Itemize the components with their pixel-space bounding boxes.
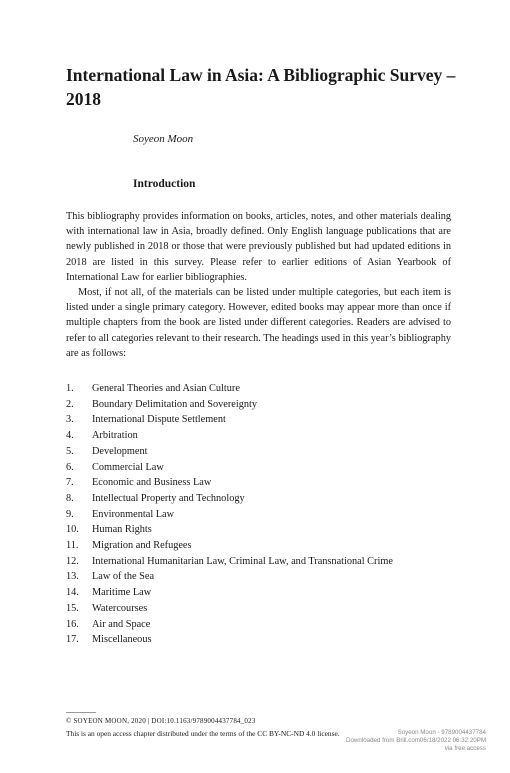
list-item-label: Economic and Business Law	[92, 477, 212, 489]
list-item	[66, 507, 466, 523]
list-item-label: Migration and Refugees	[92, 540, 192, 552]
list-item-number: 5.	[66, 445, 74, 457]
list-item	[66, 569, 466, 585]
list-item	[66, 475, 466, 491]
list-item-number: 9.	[66, 508, 74, 520]
body-text	[66, 209, 451, 361]
chapter-title: International Law in Asia: A Bibliographic Survey – 2018	[66, 65, 456, 109]
list-item	[66, 632, 466, 648]
list-item-label: Environmental Law	[92, 508, 175, 520]
download-stamp	[346, 729, 486, 754]
list-item-label: Watercourses	[92, 602, 148, 614]
list-item-number: 8.	[66, 492, 74, 504]
stamp-line: Soyeon Moon - 9789004437784	[397, 729, 486, 736]
list-item-number: 7.	[66, 477, 74, 489]
list-item-number: 3.	[66, 414, 74, 426]
list-item	[66, 585, 466, 601]
list-item-number: 10.	[66, 524, 79, 536]
list-item-label: Intellectual Property and Technology	[92, 492, 245, 504]
stamp-line: Downloaded from Brill.com06/18/2022 06:32:20PM	[346, 737, 486, 745]
list-item-number: 14.	[66, 587, 79, 599]
list-item-number: 13.	[66, 571, 79, 583]
list-item-number: 1.	[66, 383, 74, 394]
list-item-label: Commercial Law	[92, 461, 164, 473]
headings-list	[66, 381, 466, 648]
section-heading: Introduction	[133, 178, 196, 190]
list-item-number: 15.	[66, 602, 79, 614]
list-item-label: Law of the Sea	[92, 571, 155, 583]
author-name: Soyeon Moon	[133, 133, 194, 145]
list-item	[66, 538, 466, 554]
list-item-label: International Humanitarian Law, Criminal Law, and Transnational Crime	[92, 555, 393, 567]
list-item	[66, 381, 466, 397]
list-item	[66, 397, 466, 413]
list-item-label: Arbitration	[92, 430, 138, 442]
paragraph: Most, if not all, of the materials can be listed under multiple categories, but each item is listed under a single primary category. However, edited books may appear more than once if multiple chapters from the book are listed under different categories. Readers are advised to refer to all categories relevant to their research. The headings used in this year’s bibliography are as follows:	[66, 287, 451, 359]
list-item-number: 4.	[66, 430, 74, 442]
list-item-number: 11.	[66, 540, 79, 552]
list-item	[66, 601, 466, 617]
list-item-number: 16.	[66, 618, 79, 630]
list-item-label: Miscellaneous	[92, 634, 152, 646]
list-item	[66, 444, 466, 460]
list-item-label: International Dispute Settlement	[92, 414, 226, 426]
list-item-number: 17.	[66, 634, 79, 646]
list-item	[66, 554, 466, 570]
list-item-number: 2.	[66, 398, 74, 410]
list-item-label: Development	[92, 445, 148, 457]
list-item-label: General Theories and Asian Culture	[92, 383, 240, 394]
list-item-number: 12.	[66, 555, 79, 567]
list-item	[66, 428, 466, 444]
list-item-label: Boundary Delimitation and Sovereignty	[92, 398, 258, 410]
list-item	[66, 617, 466, 633]
list-item	[66, 460, 466, 476]
license-notice: This is an open access chapter distributed under the terms of the CC BY-NC-ND 4.0 license.	[66, 729, 340, 738]
list-item-number: 6.	[66, 461, 74, 473]
list-item-label: Maritime Law	[92, 587, 152, 599]
list-item	[66, 412, 466, 428]
stamp-line: via free access	[444, 745, 486, 753]
list-item-label: Human Rights	[92, 524, 152, 536]
list-item	[66, 522, 466, 538]
list-item	[66, 491, 466, 507]
footer-divider	[66, 712, 96, 713]
paragraph: This bibliography provides information on books, articles, notes, and other materials dealing with international law in Asia, broadly defined. Only English language publications that are newly published in 2018 or those that were previously published but had updated editions in 2018 are listed in this survey. Please refer to earlier editions of Asian Yearbook of International Law for earlier bibliographies.	[66, 211, 451, 283]
list-item-label: Air and Space	[92, 618, 151, 630]
copyright-doi: © SOYEON MOON, 2020 | DOI:10.1163/9789004437784_023	[66, 717, 256, 725]
